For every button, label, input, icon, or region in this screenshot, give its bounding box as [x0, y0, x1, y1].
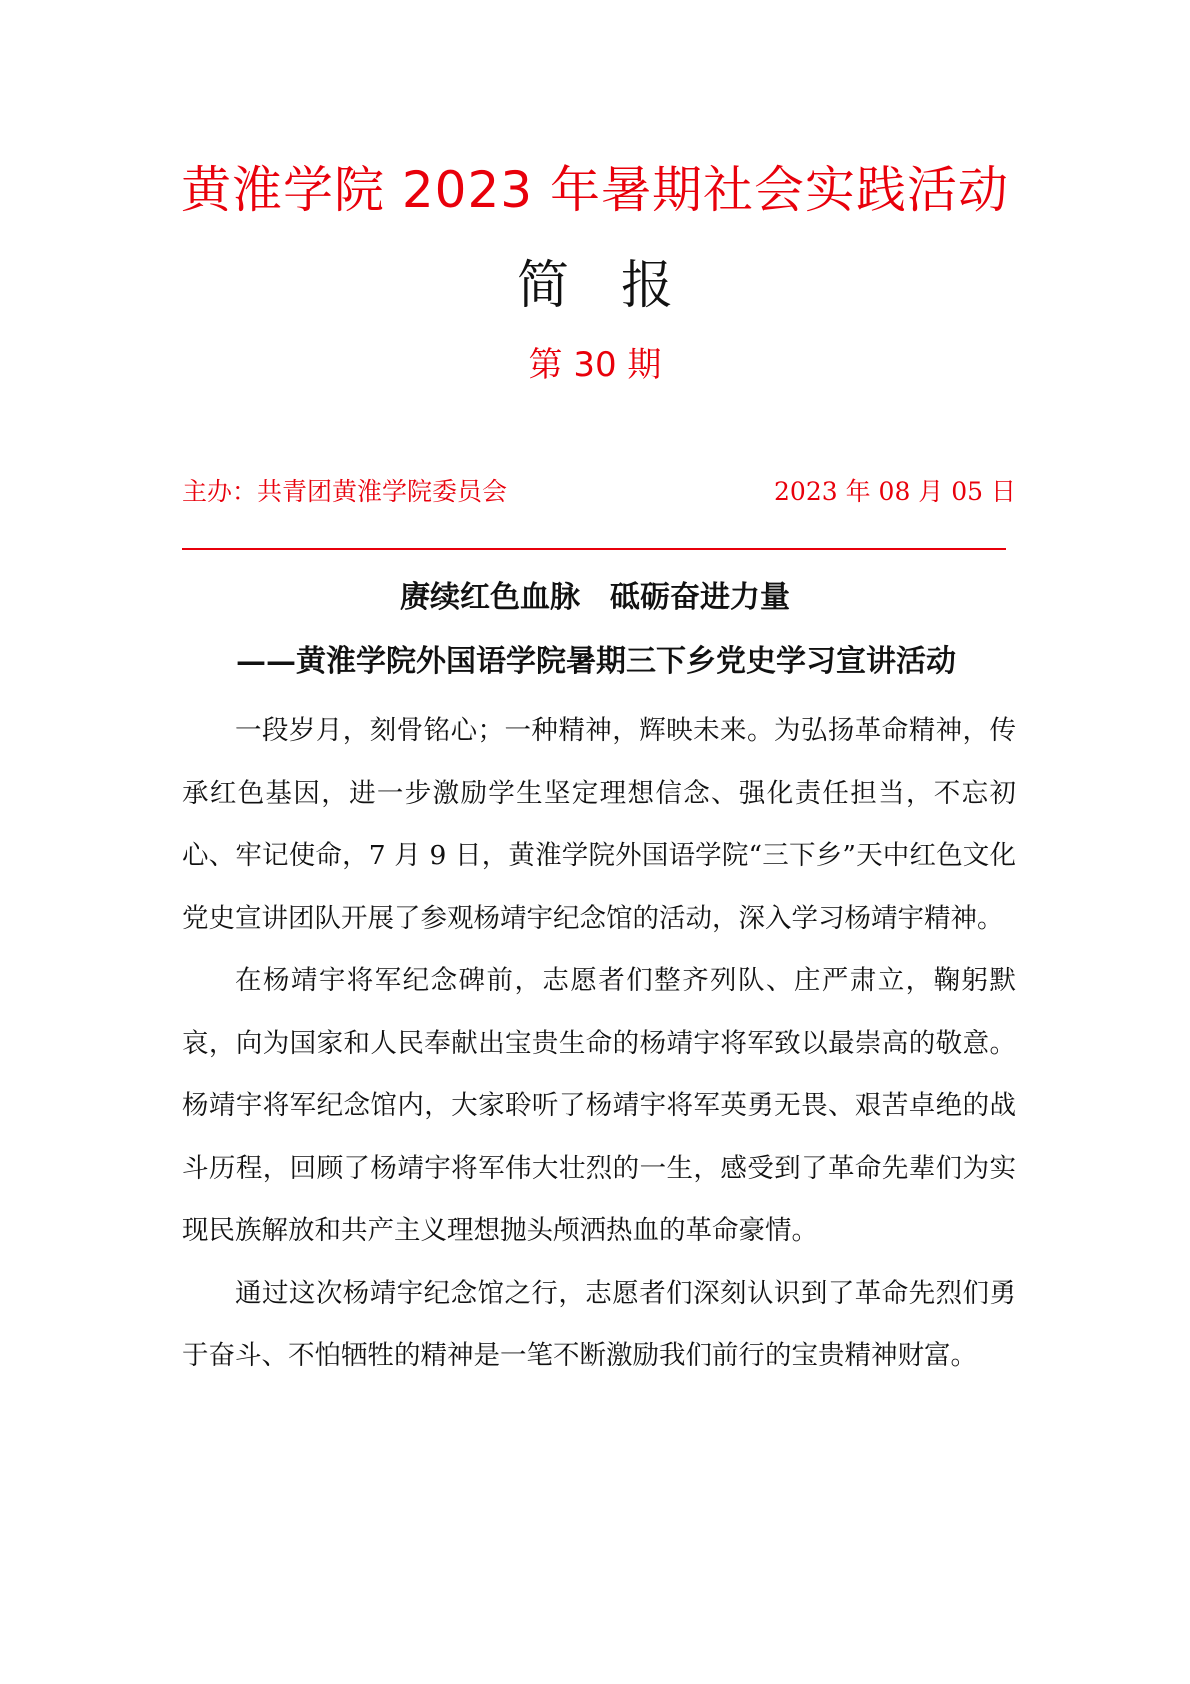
briefing-subtitle-char-1: 简 [516, 256, 569, 316]
briefing-main-title: 黄淮学院 2023 年暑期社会实践活动 [180, 161, 1010, 219]
article-body [182, 700, 1016, 1388]
article-title-part-1: 赓续红色血脉 [400, 580, 580, 615]
paragraph: 通过这次杨靖宇纪念馆之行，志愿者们深刻认识到了革命先烈们勇于奋斗、不怕牺牲的精神是一笔不断激励我们前行的宝贵精神财富。 [182, 1277, 1016, 1371]
issue-number: 第 30 期 [528, 345, 662, 385]
meta-row [182, 472, 1016, 512]
publish-date: 2023 年 08 月 05 日 [774, 477, 1016, 506]
article-title [0, 576, 1190, 620]
organizer-label: 主办：共青团黄淮学院委员会 [182, 477, 508, 506]
paragraph: 一段岁月，刻骨铭心；一种精神，辉映未来。为弘扬革命精神，传承红色基因，进一步激励学生坚定理想信念、强化责任担当，不忘初心、牢记使命，7 月 9 日，黄淮学院外国语学院“三下乡”天中红色文化党史宣讲团队开展了参观杨靖宇纪念馆的活动，深入学习杨靖宇精神。 [182, 715, 1016, 934]
briefing-subtitle [0, 255, 1190, 317]
article-title-part-2: 砥砺奋进力量 [610, 580, 790, 615]
briefing-subtitle-char-2: 报 [621, 256, 674, 316]
red-divider [182, 548, 1006, 550]
paragraph: 在杨靖宇将军纪念碑前，志愿者们整齐列队、庄严肃立，鞠躬默哀，向为国家和人民奉献出宝贵生命的杨靖宇将军致以最崇高的敬意。杨靖宇将军纪念馆内，大家聆听了杨靖宇将军英勇无畏、艰苦卓绝的战斗历程，回顾了杨靖宇将军伟大壮烈的一生，感受到了革命先辈们为实现民族解放和共产主义理想抛头颅洒热血的革命豪情。 [182, 965, 1016, 1246]
article-subtitle: ——黄淮学院外国语学院暑期三下乡党史学习宣讲活动 [236, 644, 956, 679]
